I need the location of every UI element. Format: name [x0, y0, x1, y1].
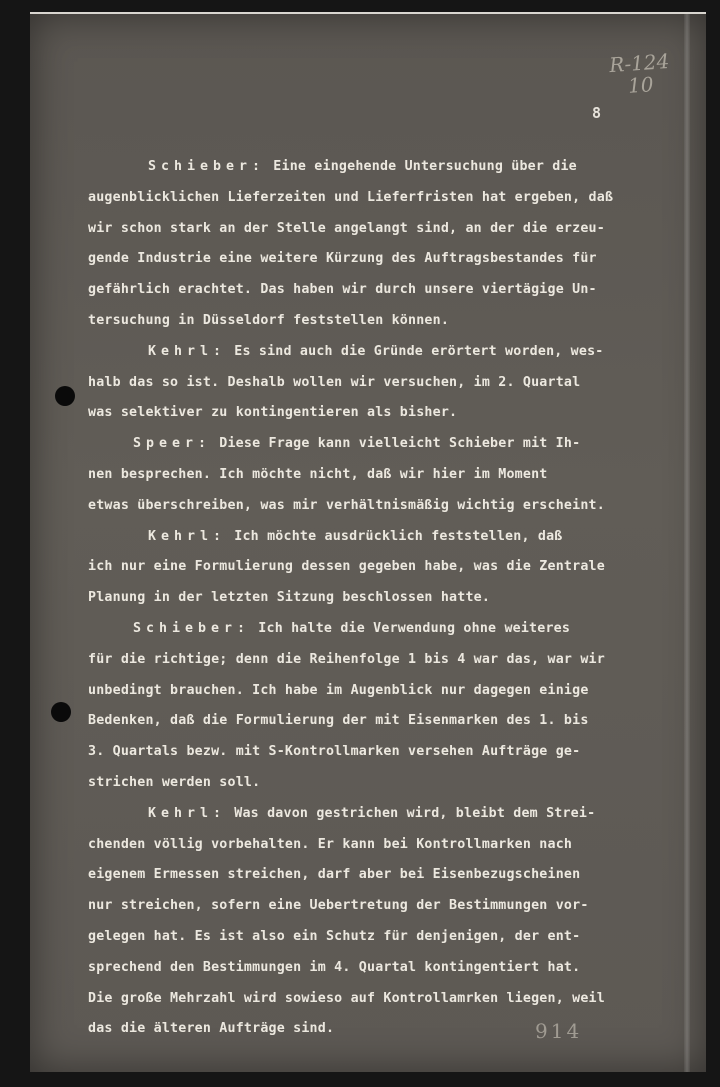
text-line — [88, 676, 668, 707]
text-line — [88, 645, 668, 676]
speaker-name: Kehrl: — [148, 528, 227, 544]
text-line — [88, 860, 668, 891]
page-number: 8 — [592, 104, 602, 122]
line-text: Was davon gestrichen wird, bleibt dem Strei- — [234, 805, 596, 821]
speaker-name: Schieber: — [133, 620, 251, 636]
line-text: das die älteren Aufträge sind. — [88, 1021, 335, 1037]
line-text: unbedingt brauchen. Ich habe im Augenblick nur dagegen einige — [88, 682, 589, 698]
line-text: Planung in der letzten Sitzung beschlossen hatte. — [88, 590, 491, 606]
text-line — [88, 275, 668, 306]
line-text: Es sind auch die Gründe erörtert worden, wes- — [234, 343, 604, 359]
text-line — [88, 706, 668, 737]
speaker-line — [88, 337, 668, 368]
line-text: nen besprechen. Ich möchte nicht, daß wir hier im Moment — [88, 466, 548, 482]
text-line — [88, 244, 668, 275]
text-line — [88, 306, 668, 337]
speaker-line — [88, 614, 668, 645]
text-line — [88, 368, 668, 399]
transcript-body — [88, 152, 668, 1045]
text-line — [88, 552, 668, 583]
line-text: sprechend den Bestimmungen im 4. Quartal kontingentiert hat. — [88, 959, 581, 975]
text-line — [88, 922, 668, 953]
speaker-name: Schieber: — [148, 159, 266, 174]
line-text: ich nur eine Formulierung dessen gegeben habe, was die Zentrale — [88, 559, 605, 575]
line-text: augenblicklichen Lieferzeiten und Lieferfristen hat ergeben, daß — [88, 189, 614, 205]
speaker-line — [88, 799, 668, 830]
line-text: chenden völlig vorbehalten. Er kann bei Kontrollmarken nach — [88, 836, 573, 852]
line-text: tersuchung in Düsseldorf feststellen können. — [88, 312, 450, 328]
punch-hole — [51, 702, 71, 722]
punch-hole — [55, 386, 75, 406]
line-text: etwas überschreiben, was mir verhältnismäßig wichtig erscheint. — [88, 497, 605, 513]
text-line — [88, 398, 668, 429]
speaker-line — [88, 429, 668, 460]
text-line — [88, 953, 668, 984]
line-text: Ich möchte ausdrücklich feststellen, daß — [234, 528, 563, 544]
text-line — [88, 891, 668, 922]
line-text: gende Industrie eine weitere Kürzung des Auftragsbestandes für — [88, 251, 597, 267]
line-text: gelegen hat. Es ist also ein Schutz für denjenigen, der ent- — [88, 928, 581, 944]
speaker-name: Kehrl: — [148, 805, 227, 821]
line-text: für die richtige; denn die Reihenfolge 1 bis 4 war das, war wir — [88, 651, 605, 667]
archive-reference-line: R-124 — [608, 48, 670, 78]
line-text: wir schon stark an der Stelle angelangt sind, an der die erzeu- — [88, 220, 605, 236]
line-text: gefährlich erachtet. Das haben wir durch unsere viertägige Un- — [88, 282, 597, 298]
text-line — [88, 830, 668, 861]
text-line — [88, 583, 668, 614]
archive-reference — [609, 50, 672, 98]
line-text: nur streichen, sofern eine Uebertretung der Bestimmungen vor- — [88, 898, 589, 914]
text-line — [88, 491, 668, 522]
text-line — [88, 984, 668, 1015]
line-text: 3. Quartals bezw. mit S-Kontrollmarken versehen Aufträge ge- — [88, 744, 581, 760]
archive-reference-line: 10 — [627, 72, 655, 98]
text-line — [88, 183, 668, 214]
line-text: was selektiver zu kontingentieren als bisher. — [88, 405, 458, 421]
line-text: Eine eingehende Untersuchung über die — [273, 159, 577, 174]
line-text: Bedenken, daß die Formulierung der mit Eisenmarken des 1. bis — [88, 713, 589, 729]
text-line — [88, 214, 668, 245]
text-line — [88, 768, 668, 799]
text-line — [88, 460, 668, 491]
line-text: Die große Mehrzahl wird sowieso auf Kontrollamrken liegen, weil — [88, 990, 605, 1006]
document-page — [30, 12, 706, 1072]
line-text: Ich halte die Verwendung ohne weiteres — [258, 620, 571, 636]
line-text: strichen werden soll. — [88, 774, 261, 790]
speaker-name: Speer: — [133, 436, 212, 452]
speaker-name: Kehrl: — [148, 343, 227, 359]
speaker-line — [88, 522, 668, 553]
line-text: Diese Frage kann vielleicht Schieber mit Ih- — [219, 436, 581, 452]
line-text: eigenem Ermessen streichen, darf aber bei Eisenbezugscheinen — [88, 867, 581, 883]
stamp-number: 914 — [535, 1019, 583, 1043]
speaker-line — [88, 152, 668, 183]
text-line — [88, 737, 668, 768]
line-text: halb das so ist. Deshalb wollen wir versuchen, im 2. Quartal — [88, 374, 581, 390]
